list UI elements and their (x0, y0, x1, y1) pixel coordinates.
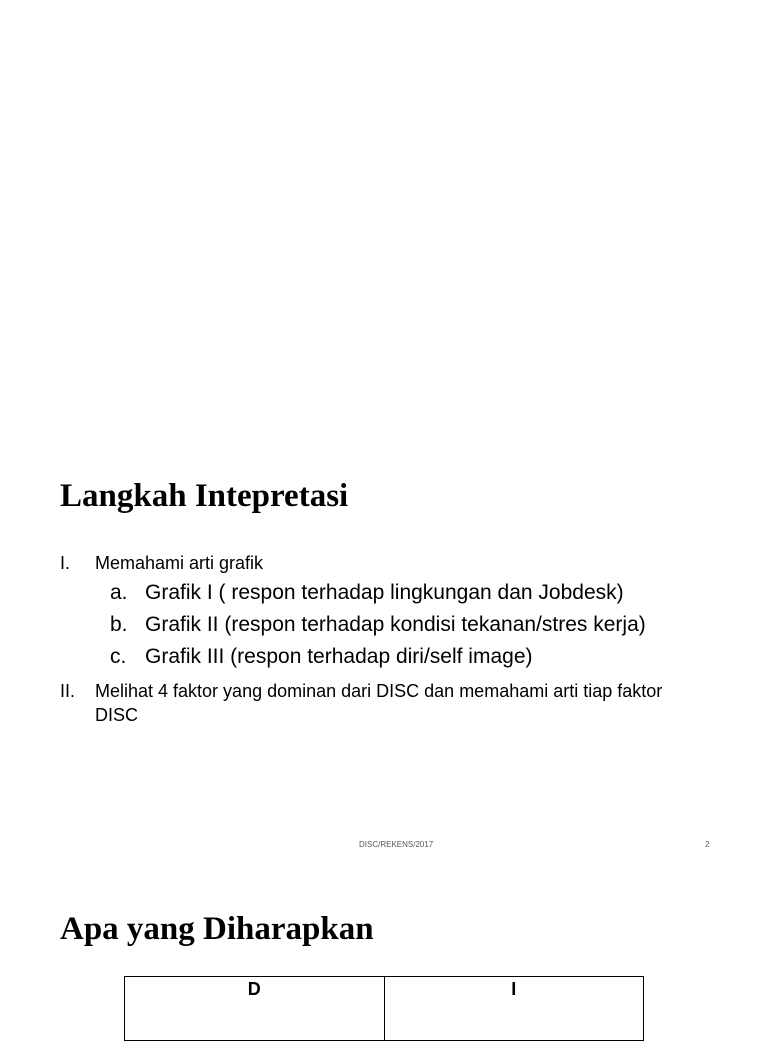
sub-list-letter: b. (110, 613, 128, 636)
list-number: II. (60, 681, 76, 701)
slide-title: Apa yang Diharapkan (60, 911, 374, 947)
sub-list-text: Grafik III (respon terhadap diri/self image) (145, 645, 533, 668)
list-text: Memahami arti grafik (95, 553, 264, 573)
sub-list-text: Grafik I ( respon terhadap lingkungan dan Jobdesk) (145, 581, 624, 604)
table-header-row (125, 977, 644, 1041)
list-text: Melihat 4 faktor yang dominan dari DISC dan memahami arti tiap faktor DISC (95, 681, 663, 725)
disc-table (124, 976, 644, 1041)
sub-list-text: Grafik II (respon terhadap kondisi tekanan/stres kerja) (145, 613, 646, 636)
sub-list-letter: a. (110, 581, 128, 604)
table-header-cell: D (125, 977, 385, 1041)
list-number: I. (60, 553, 71, 573)
slide-footer: DISC/REKENS/2017 (359, 840, 434, 849)
table-header-cell: I (384, 977, 644, 1041)
page-number: 2 (705, 840, 710, 849)
sub-list-letter: c. (110, 645, 127, 668)
slide-title: Langkah Intepretasi (60, 478, 349, 514)
